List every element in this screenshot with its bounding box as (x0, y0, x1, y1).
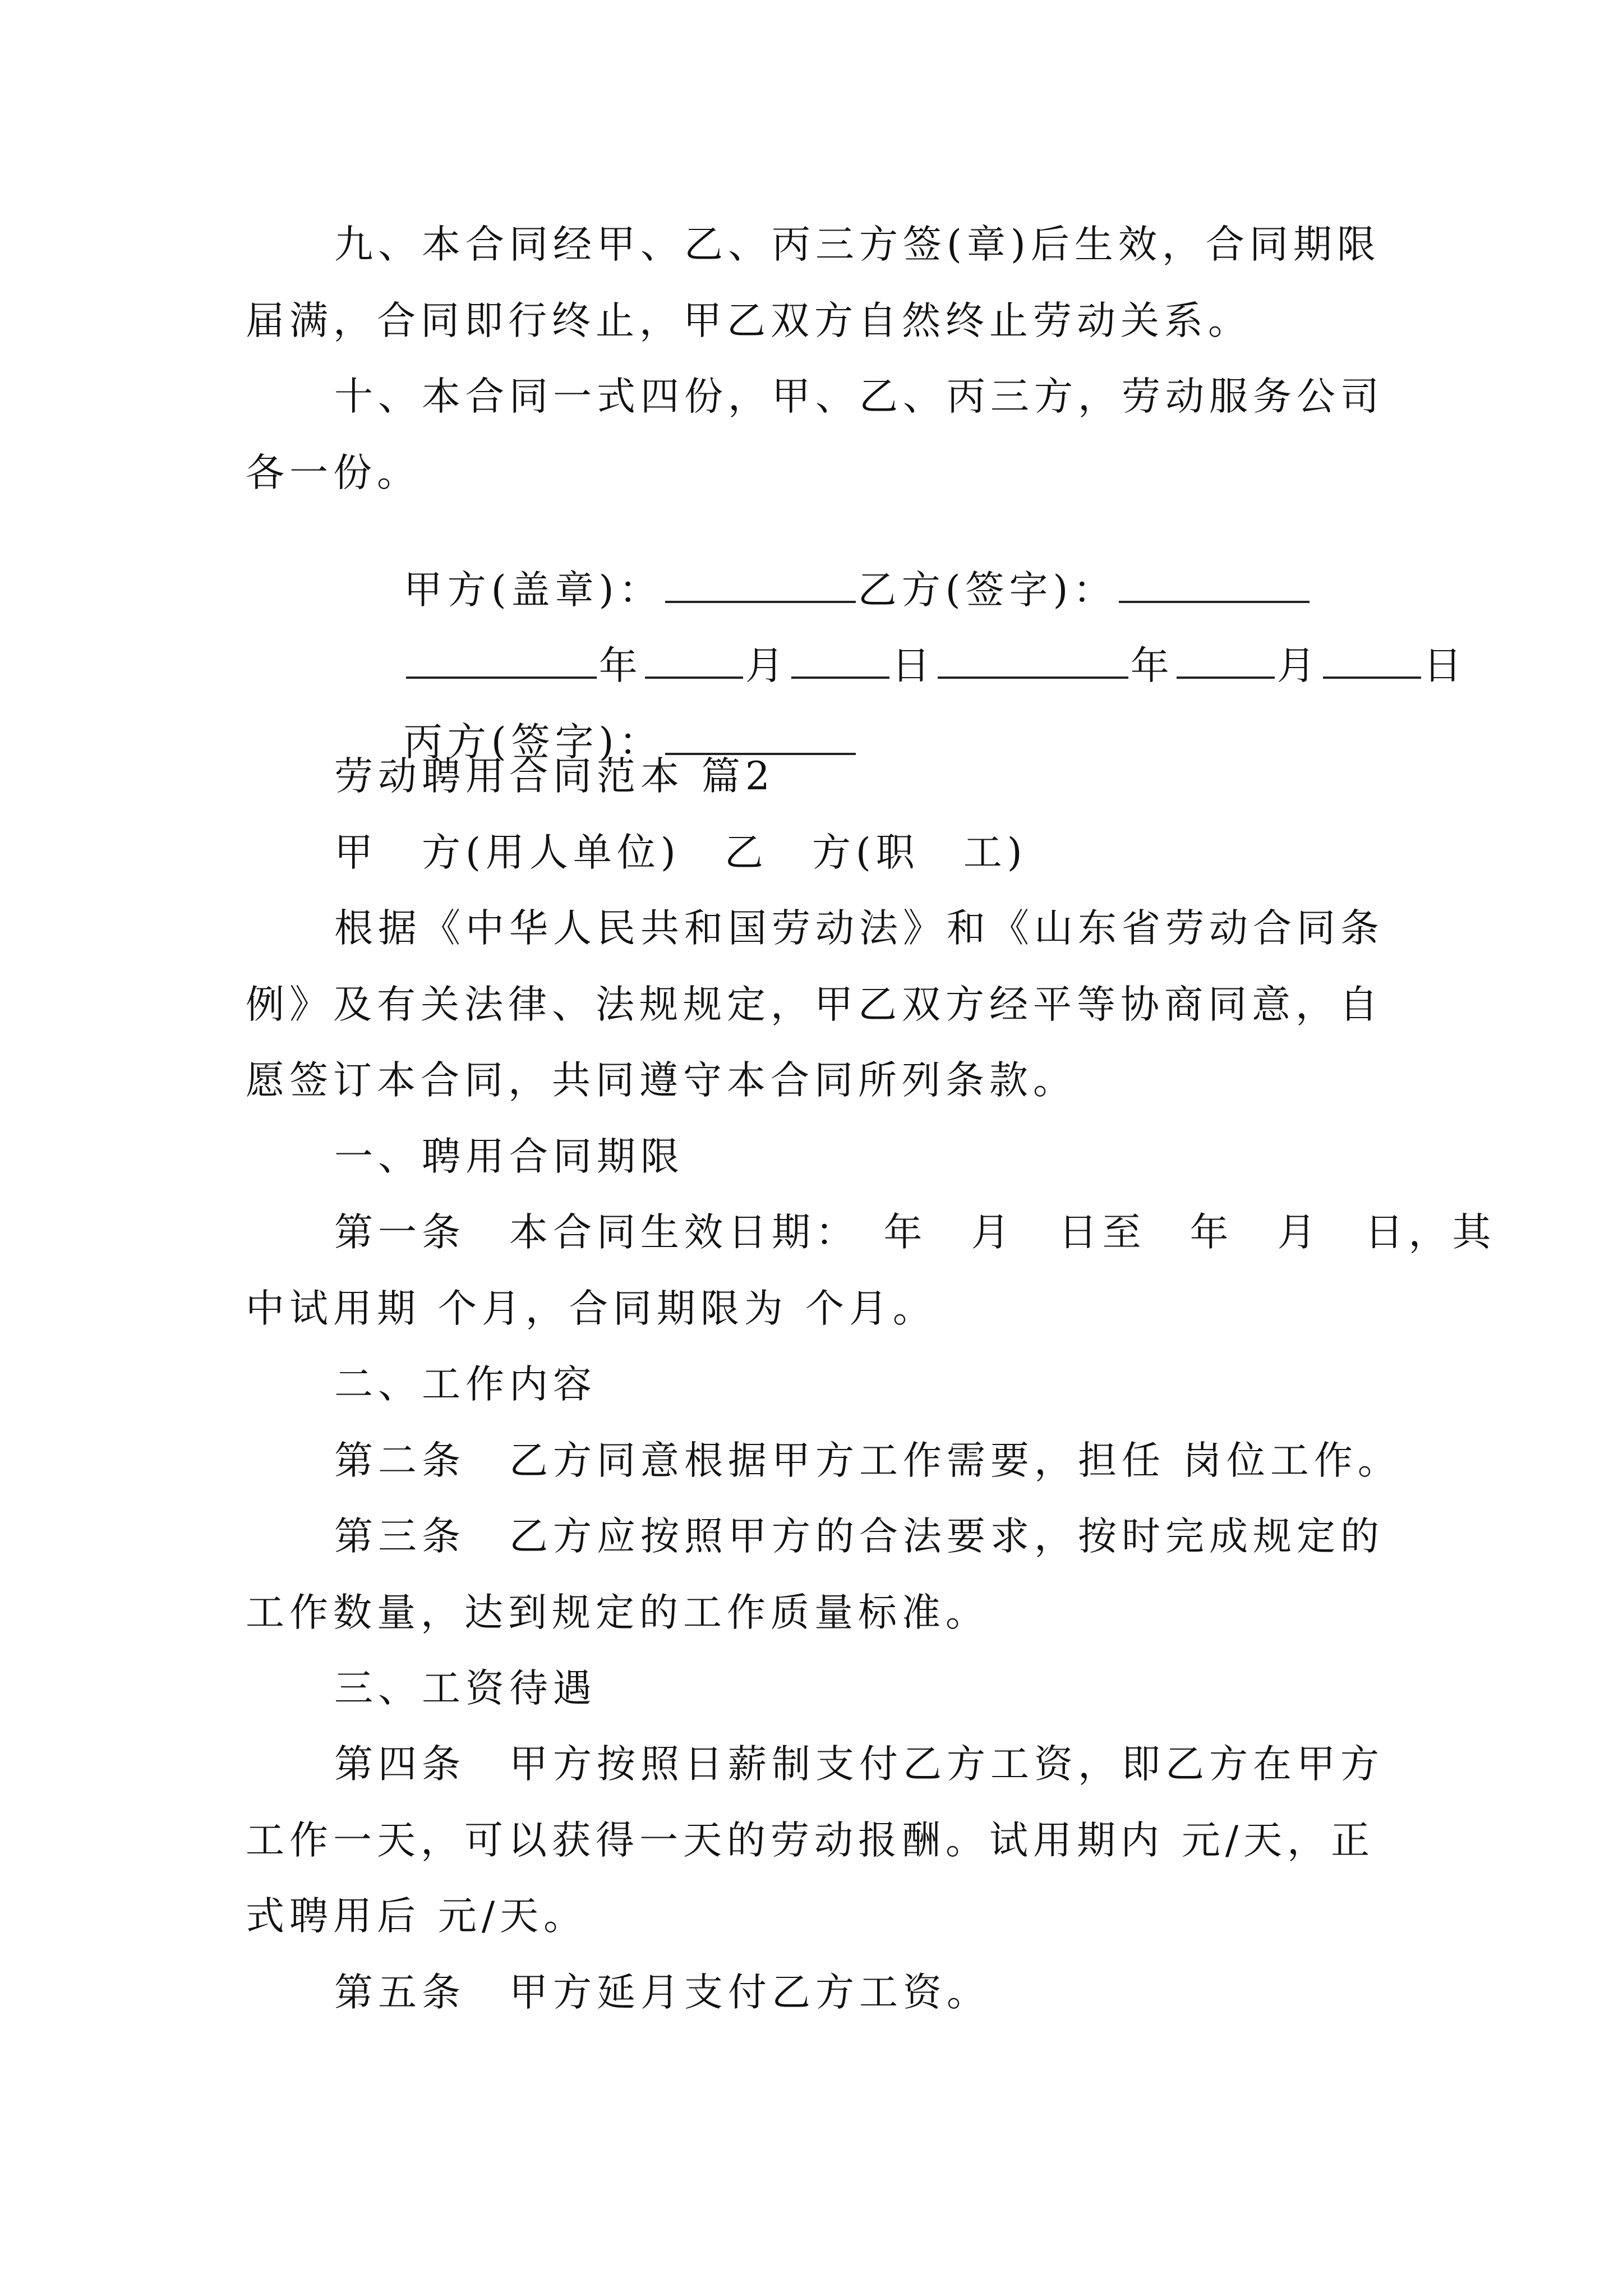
day-blank-a[interactable] (791, 644, 889, 679)
party-c-blank[interactable] (665, 720, 856, 755)
clause-9-line-2: 届满，合同即行终止，甲乙双方自然终止劳动关系。 (246, 298, 1252, 343)
article-3-line-2: 工作数量，达到规定的工作质量标准。 (246, 1590, 989, 1635)
month-blank-b[interactable] (1177, 644, 1275, 679)
article-3-line-1: 第三条 乙方应按照甲方的合法要求，按时完成规定的 (334, 1514, 1384, 1559)
year-blank-b[interactable] (938, 644, 1128, 679)
year-label-b: 年 (1130, 643, 1174, 688)
party-b-label: 乙方(签字)： (857, 568, 1117, 613)
article-1-line-2: 中试用期 个月，合同期限为 个月。 (246, 1286, 937, 1331)
clause-10-line-1: 十、本合同一式四份，甲、乙、丙三方，劳动服务公司 (334, 374, 1384, 419)
clause-10-line-2: 各一份。 (246, 450, 421, 495)
heading-wages: 三、工资待遇 (334, 1666, 597, 1711)
month-label-a: 月 (745, 643, 789, 688)
year-label-a: 年 (598, 643, 643, 688)
day-label-b: 日 (1423, 643, 1467, 688)
preamble-line-2: 例》及有关法律、法规规定，甲乙双方经平等协商同意，自 (246, 982, 1383, 1027)
article-4-line-3: 式聘用后 元/天。 (246, 1894, 588, 1939)
month-label-b: 月 (1276, 643, 1321, 688)
year-blank-a[interactable] (406, 644, 597, 679)
article-4-line-2: 工作一天，可以获得一天的劳动报酬。试用期内 元/天，正 (246, 1818, 1375, 1863)
article-1-line-1: 第一条 本合同生效日期： 年 月 日至 年 月 日，其 (334, 1210, 1496, 1255)
heading-contract-term: 一、聘用合同期限 (334, 1134, 684, 1179)
day-blank-b[interactable] (1323, 644, 1421, 679)
party-a-label: 甲方(盖章)： (403, 568, 663, 613)
party-b-blank[interactable] (1119, 568, 1310, 603)
clause-9-line-1: 九、本合同经甲、乙、丙三方签(章)后生效，合同期限 (334, 222, 1381, 267)
month-blank-a[interactable] (645, 644, 743, 679)
party-a-blank[interactable] (665, 568, 856, 603)
preamble-line-1: 根据《中华人民共和国劳动法》和《山东省劳动合同条 (334, 906, 1384, 951)
section-2-heading: 劳动聘用合同范本 篇2 (334, 754, 775, 799)
heading-work-content: 二、工作内容 (334, 1362, 597, 1407)
preamble-line-3: 愿签订本合同，共同遵守本合同所列条款。 (246, 1058, 1077, 1103)
party-c-label: 丙方(签字)： (403, 720, 663, 765)
parties-line: 甲 方(用人单位) 乙 方(职 工) (334, 830, 1027, 875)
day-label-a: 日 (891, 643, 935, 688)
article-4-line-1: 第四条 甲方按照日薪制支付乙方工资，即乙方在甲方 (334, 1742, 1384, 1787)
article-5: 第五条 甲方延月支付乙方工资。 (334, 1970, 990, 2015)
article-2: 第二条 乙方同意根据甲方工作需要，担任 岗位工作。 (334, 1438, 1401, 1483)
